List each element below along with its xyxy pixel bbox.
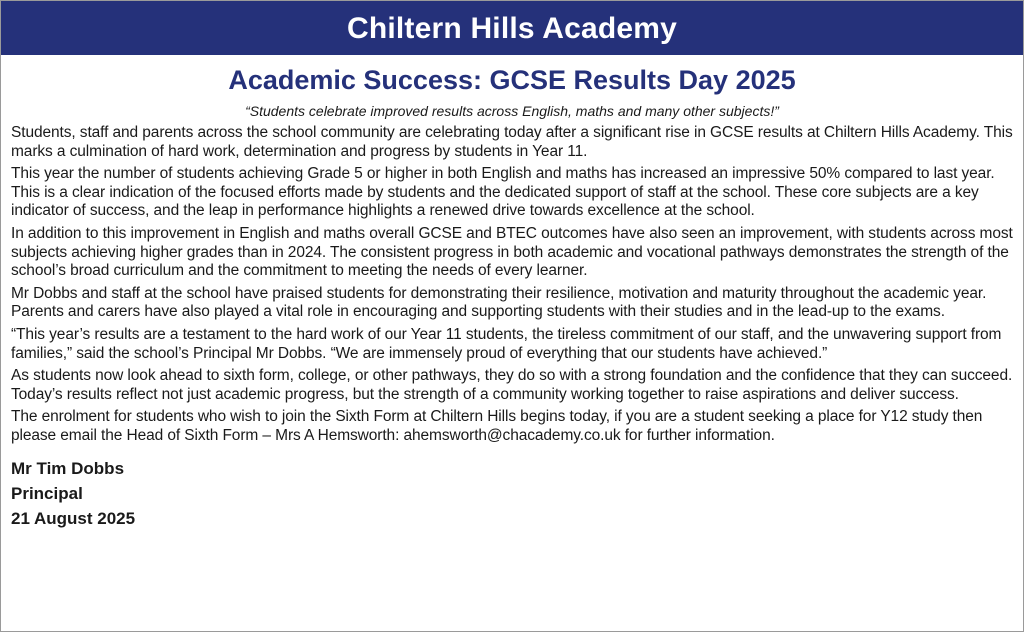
- article-body: [1, 120, 1023, 446]
- signoff-date: 21 August 2025: [11, 508, 136, 528]
- paragraph-principal-quote: “This year’s results are a testament to the hard work of our Year 11 students, the tireless commitment of our staff, and the unwavering support from families,” said the school’s Principal Mr Dobbs. “We are immensely proud of everything that our students have achieved.”: [11, 325, 1002, 362]
- school-banner: [1, 1, 1023, 55]
- paragraph-grade5: This year the number of students achieving Grade 5 or higher in both English and maths has increased an impressive 50% compared to last year. This is a clear indication of the focused efforts made by students and the dedicated support of staff at the school. These core subjects are a key indicator of success, and the leap in performance highlights a renewed drive towards excellence at the school.: [11, 165, 995, 220]
- paragraph-intro: Students, staff and parents across the school community are celebrating today after a significant rise in GCSE results at Chiltern Hills Academy. This marks a culmination of hard work, determination and progress by students in Year 11.: [11, 124, 1013, 160]
- school-name: Chiltern Hills Academy: [346, 12, 678, 45]
- article-pull-quote: “Students celebrate improved results across English, maths and many other subjects!”: [245, 103, 779, 119]
- paragraph-next-steps: As students now look ahead to sixth form, college, or other pathways, they do so with a strong foundation and the confidence that they can succeed. Today’s results reflect not just academic progress, but the strength of a community working together to raise aspirations and deliver success.: [11, 367, 1013, 403]
- paragraph-praise: Mr Dobbs and staff at the school have praised students for demonstrating their resilience, motivation and maturity throughout the academic year. Parents and carers have also played a vital role in encouraging and supporting students with their studies and in the lead-up to the exams.: [11, 284, 987, 321]
- paragraph-gcse-btec: In addition to this improvement in English and maths overall GCSE and BTEC outcomes have also seen an improvement, with students across most subjects achieving higher grades than in 2024. The consistent progress in both academic and vocational pathways demonstrates the strength of the school’s broad curriculum and the commitment to meeting the needs of every learner.: [11, 224, 1013, 280]
- signoff-role: Principal: [11, 483, 83, 503]
- signoff-name: Mr Tim Dobbs: [11, 458, 125, 478]
- signoff-block: [1, 456, 1023, 531]
- paragraph-sixth-form-enrolment: The enrolment for students who wish to join the Sixth Form at Chiltern Hills begins today, if you are a student seeking a place for Y12 study then please email the Head of Sixth Form – Mrs A Hemsworth: ahemsworth@chacademy.co.uk for further information.: [11, 408, 983, 444]
- article-headline: Academic Success: GCSE Results Day 2025: [228, 65, 796, 95]
